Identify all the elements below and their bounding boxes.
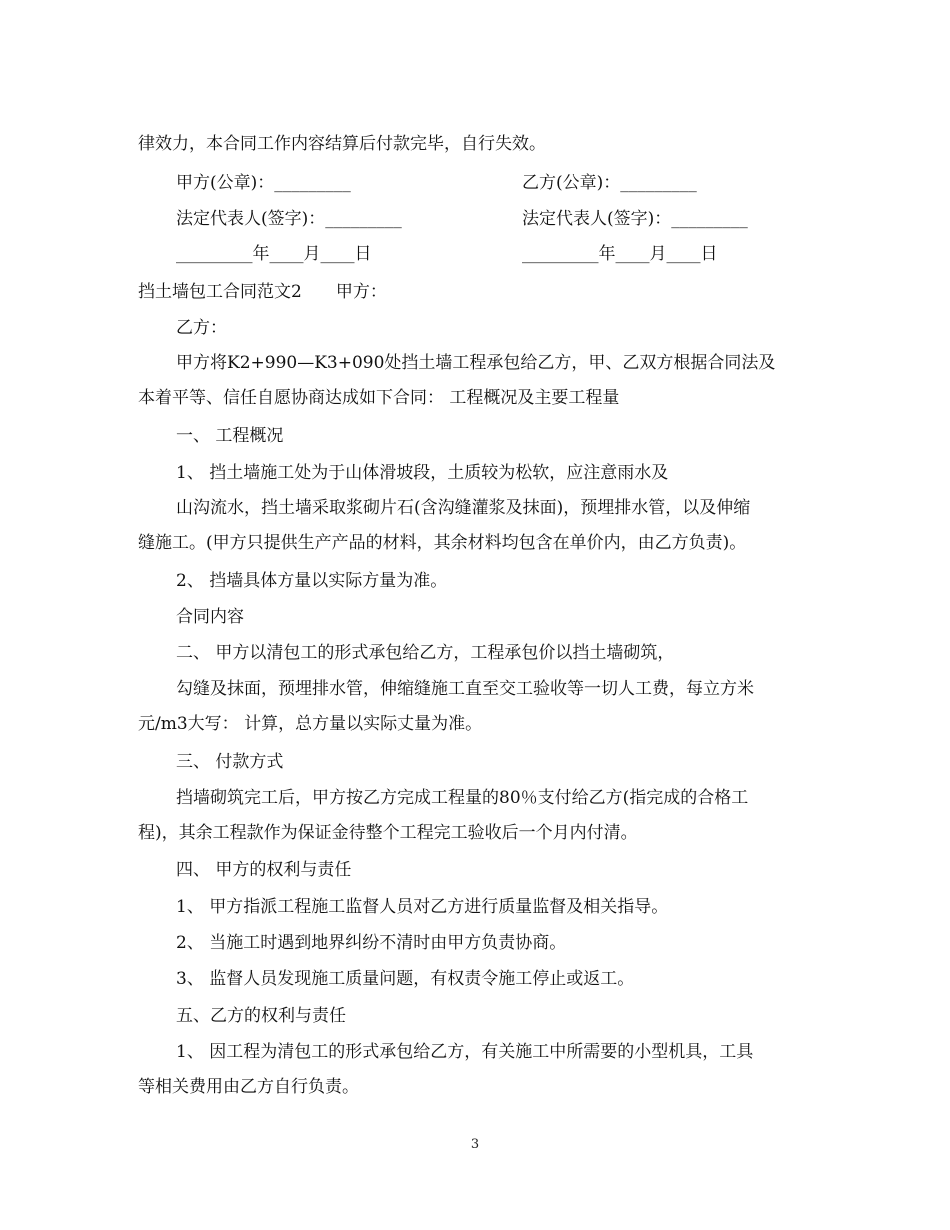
- section-heading: 一、 工程概况: [176, 426, 284, 446]
- paragraph-line: 3、 监督人员发现施工质量问题，有权责令施工停止或返工。: [176, 969, 635, 989]
- party-a-representative-line: 法定代表人(签字)：_________: [176, 209, 402, 229]
- paragraph-line: 本着平等、信任自愿协商达成如下合同： 工程概况及主要工程量: [138, 388, 620, 408]
- party-b-representative-line: 法定代表人(签字)：_________: [522, 209, 748, 229]
- paragraph-line: 等相关费用由乙方自行负责。: [138, 1077, 359, 1097]
- paragraph-line: 1、 因工程为清包工的形式承包给乙方，有关施工中所需要的小型机具，工具: [176, 1042, 754, 1062]
- paragraph-line: 甲方将K2+990—K3+090处挡土墙工程承包给乙方，甲、乙双方根据合同法及: [176, 353, 776, 373]
- paragraph-line: 二、 甲方以清包工的形式承包给乙方，工程承包价以挡土墙砌筑，: [176, 643, 675, 663]
- paragraph-line: 山沟流水，挡土墙采取浆砌片石(含沟缝灌浆及抹面)，预埋排水管，以及伸缩: [176, 498, 751, 518]
- party-b-date-line: _________年____月____日: [522, 244, 718, 264]
- paragraph-line: 律效力，本合同工作内容结算后付款完毕，自行失效。: [138, 134, 546, 154]
- paragraph-line: 元/m3大写： 计算，总方量以实际丈量为准。: [138, 714, 483, 734]
- party-a-seal-line: 甲方(公章)：_________: [176, 173, 351, 193]
- page-number: 3: [470, 1137, 480, 1152]
- section-heading: 三、 付款方式: [176, 752, 284, 772]
- party-b-seal-line: 乙方(公章)：_________: [522, 173, 697, 193]
- paragraph-line: 缝施工。(甲方只提供生产产品的材料，其余材料均包含在单价内，由乙方负责)。: [138, 533, 747, 553]
- section-heading: 四、 甲方的权利与责任: [176, 860, 352, 880]
- section-heading: 五、乙方的权利与责任: [176, 1006, 346, 1026]
- paragraph-line: 1、 挡土墙施工处为于山体滑坡段，土质较为松软，应注意雨水及: [176, 463, 669, 483]
- party-a-date-line: _________年____月____日: [176, 244, 372, 264]
- paragraph-line: 1、 甲方指派工程施工监督人员对乙方进行质量监督及相关指导。: [176, 897, 669, 917]
- paragraph-line: 勾缝及抹面，预埋排水管，伸缩缝施工直至交工验收等一切人工费，每立方米: [176, 679, 754, 699]
- section-heading: 挡土墙包工合同范文2 甲方：: [138, 282, 387, 302]
- paragraph-line: 程)，其余工程款作为保证金待整个工程完工验收后一个月内付清。: [138, 823, 638, 843]
- paragraph-line: 2、 挡墙具体方量以实际方量为准。: [176, 571, 448, 591]
- paragraph-line: 挡墙砌筑完工后，甲方按乙方完成工程量的80％支付给乙方(指完成的合格工: [176, 788, 749, 808]
- paragraph-line: 乙方：: [176, 318, 227, 338]
- paragraph-line: 2、 当施工时遇到地界纠纷不清时由甲方负责协商。: [176, 933, 567, 953]
- section-heading: 合同内容: [176, 607, 244, 627]
